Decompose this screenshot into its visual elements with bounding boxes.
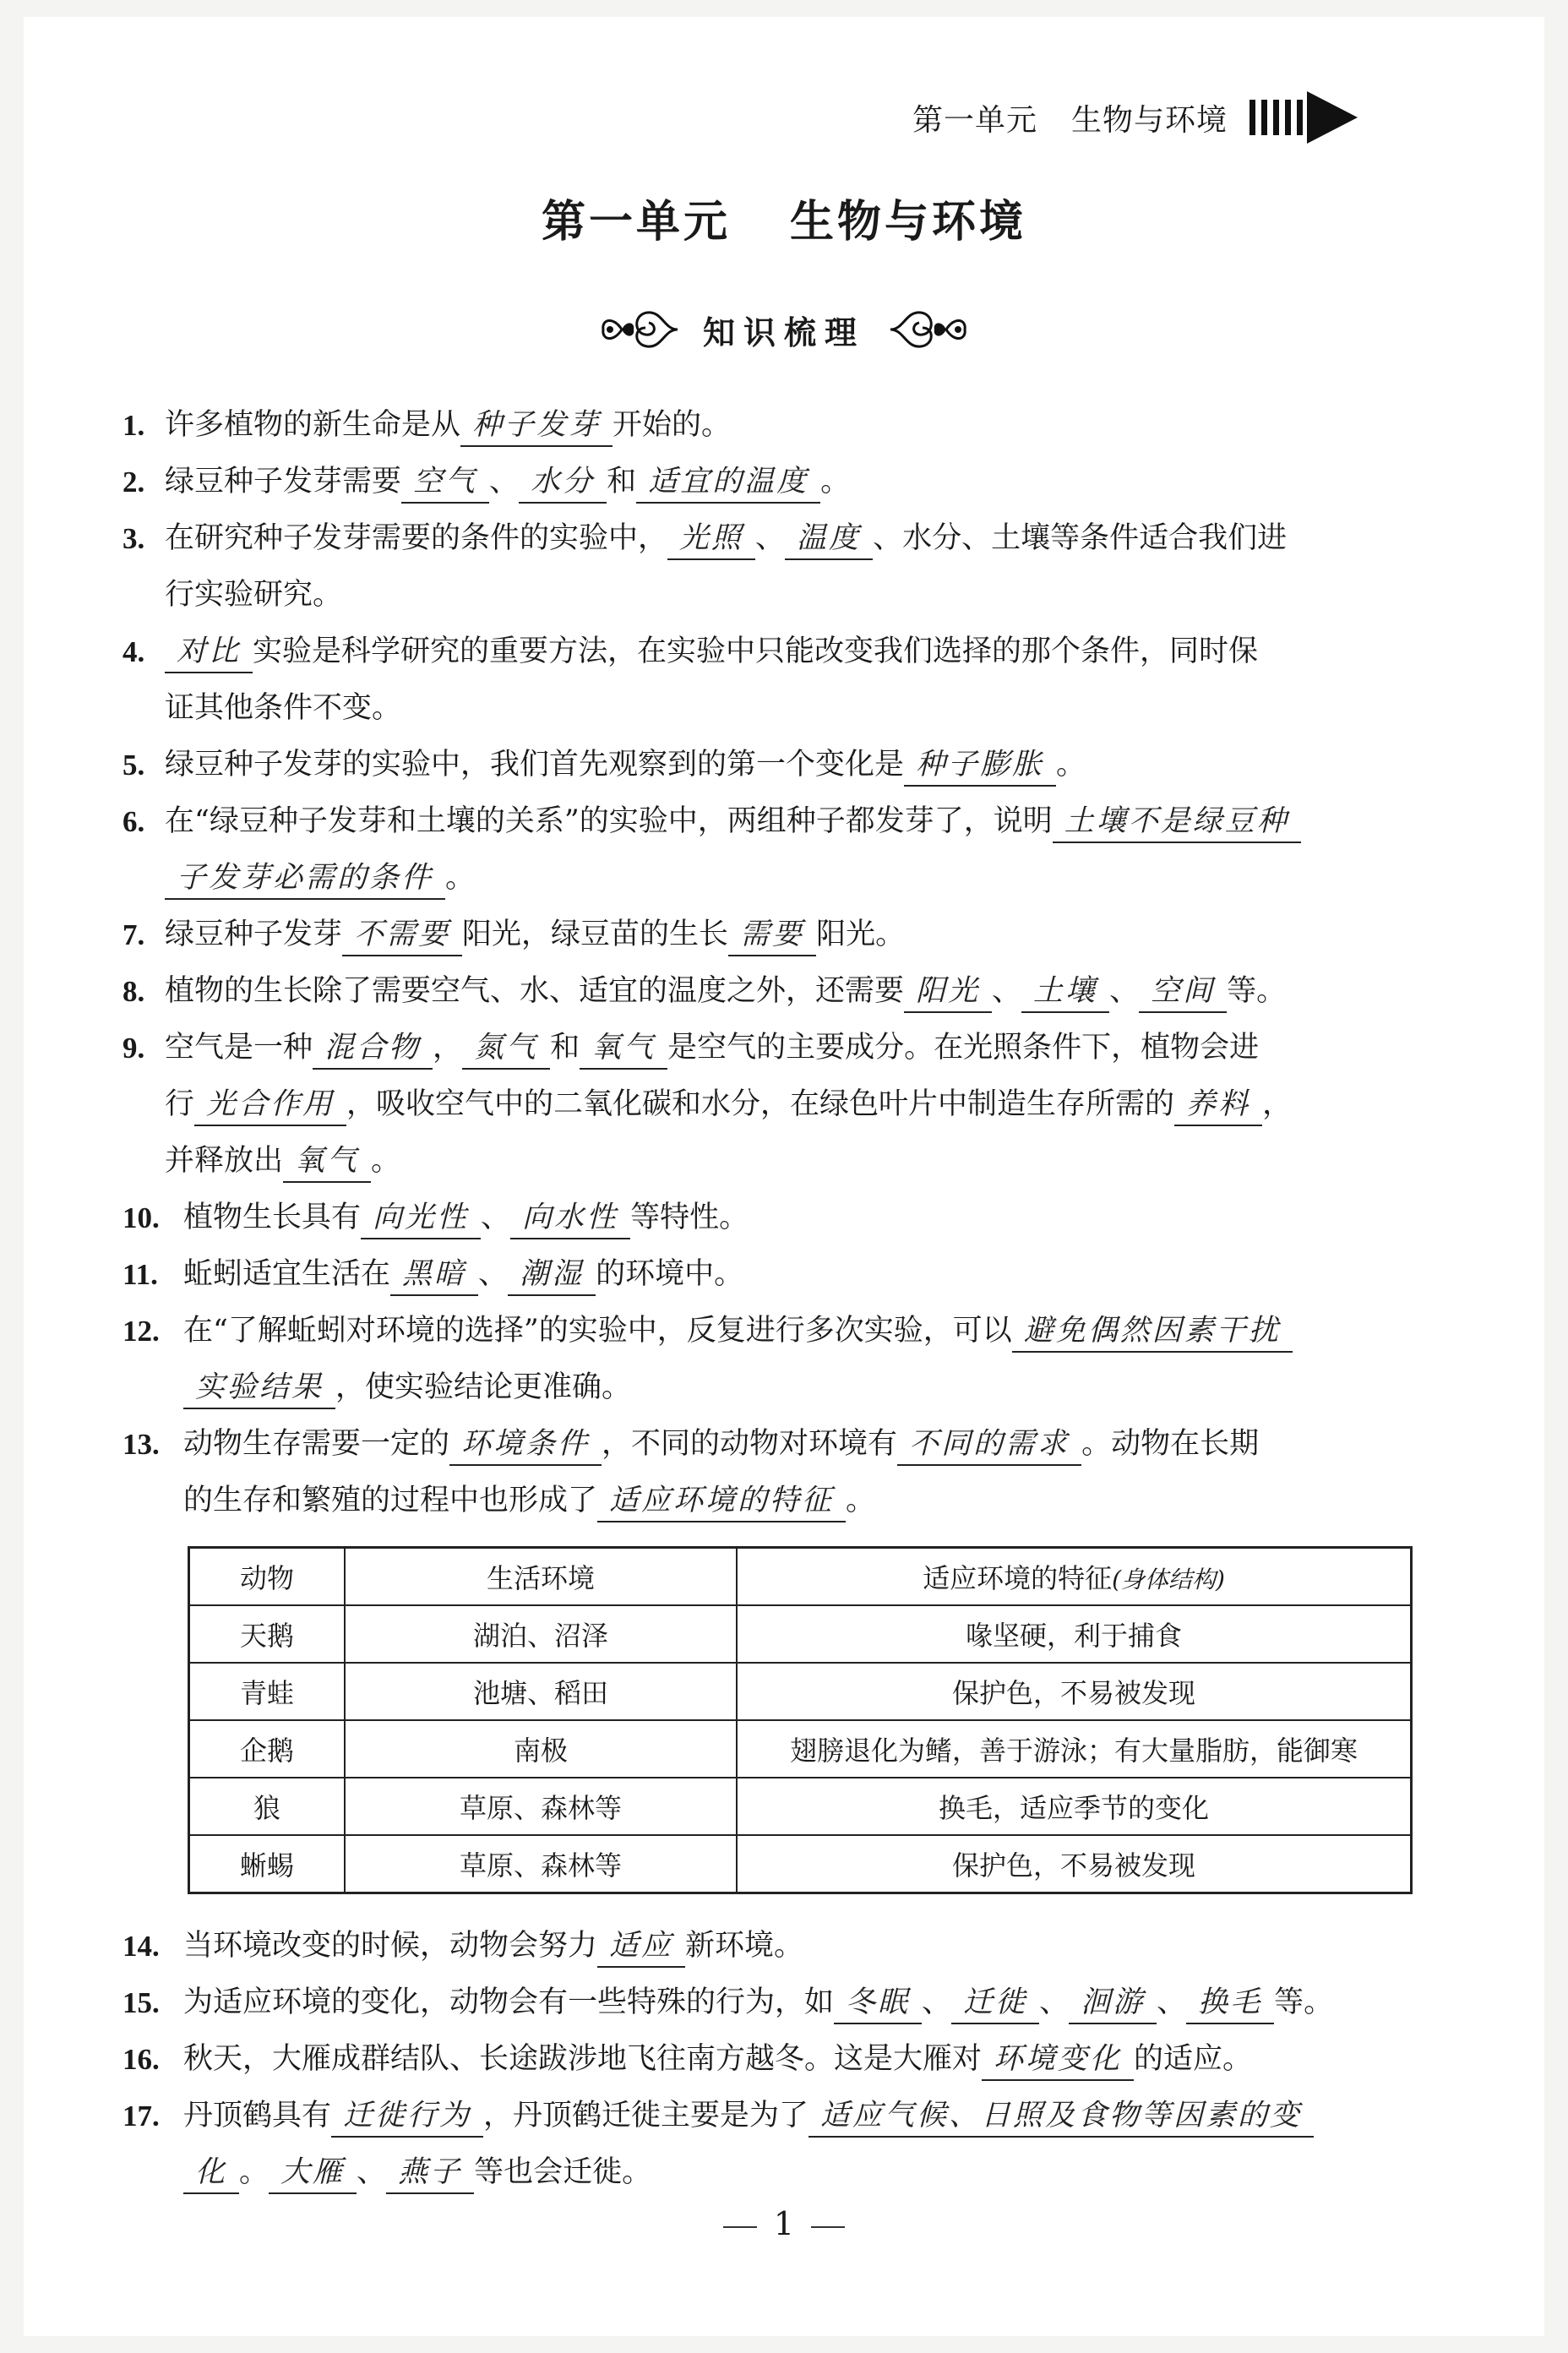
- knowledge-list-continued: [122, 1918, 1415, 2201]
- list-item: [122, 1416, 1415, 1529]
- cell-feature: 翅膀退化为鳍，善于游泳；有大量脂肪，能御寒: [737, 1720, 1412, 1778]
- answer-blank: 大雁: [269, 2152, 357, 2194]
- item-number: 3.: [122, 522, 145, 555]
- answer-blank: 种子膨胀: [904, 744, 1056, 787]
- item-text: 绿豆种子发芽需要: [165, 465, 402, 498]
- arrow-icon: [1250, 88, 1359, 147]
- list-item: [122, 1974, 1415, 2031]
- page-title: [0, 186, 1568, 249]
- item-text: 等也会迁徙。: [474, 2155, 652, 2189]
- list-item: [122, 510, 1415, 624]
- item-text: 行: [165, 1087, 195, 1121]
- answer-blank: 适宜的温度: [636, 461, 820, 504]
- answer-blank: 氮气: [462, 1027, 550, 1070]
- answer-blank: 需要: [728, 914, 816, 956]
- column-header: [737, 1548, 1412, 1606]
- list-item: [122, 1246, 1415, 1303]
- item-text: 、: [1039, 1985, 1070, 2019]
- cell-habitat: 池塘、稻田: [345, 1663, 737, 1720]
- list-item: [122, 963, 1415, 1020]
- answer-blank: 水分: [519, 461, 607, 504]
- running-header: [912, 88, 1359, 147]
- column-header: 动物: [189, 1548, 346, 1606]
- answer-blank: 空间: [1139, 971, 1227, 1013]
- item-text: 。: [371, 1144, 401, 1178]
- item-text: 、: [1109, 974, 1140, 1008]
- item-text: ，吸收空气中的二氧化碳和水分，在绿色叶片中制造生存所需的: [346, 1087, 1175, 1121]
- cell-animal: 天鹅: [189, 1605, 346, 1663]
- item-number: 6.: [122, 805, 145, 838]
- item-number: 8.: [122, 975, 145, 1008]
- answer-blank: 冬眠: [834, 1982, 922, 2024]
- cell-animal: 企鹅: [189, 1720, 346, 1778]
- cell-animal: 青蛙: [189, 1663, 346, 1720]
- answer-blank: 空气: [401, 461, 489, 504]
- column-header: 生活环境: [345, 1548, 737, 1606]
- answer-blank: 化: [183, 2152, 239, 2194]
- answer-blank: 种子发芽: [460, 405, 612, 447]
- answer-blank: 适应: [597, 1925, 685, 1968]
- list-item: [122, 2088, 1415, 2201]
- animal-table: [188, 1546, 1413, 1894]
- item-text: 。动物在长期: [1081, 1427, 1260, 1461]
- column-header-text: 适应环境的特征: [923, 1562, 1113, 1594]
- cell-habitat: 草原、森林等: [345, 1835, 737, 1893]
- item-text: 的适应。: [1134, 2042, 1253, 2076]
- item-text: 当环境改变的时候，动物会努力: [183, 1929, 598, 1963]
- answer-blank: 阳光: [904, 971, 992, 1013]
- item-text: 蚯蚓适宜生活在: [183, 1257, 391, 1291]
- item-text: 行实验研究。: [165, 578, 343, 612]
- list-item: [122, 397, 1415, 454]
- item-text: 阳光。: [816, 918, 906, 951]
- table-row: [189, 1605, 1412, 1663]
- item-text: 和: [550, 1031, 580, 1065]
- answer-blank: 温度: [785, 518, 873, 560]
- answer-blank: 迁徙行为: [331, 2095, 483, 2138]
- item-text: 在“了解蚯蚓对环境的选择”的实验中，反复进行多次实验，可以: [183, 1314, 1012, 1348]
- cell-animal: 蜥蜴: [189, 1835, 346, 1893]
- item-number: 14.: [122, 1930, 160, 1963]
- item-text: 秋天，大雁成群结队、长途跋涉地飞往南方越冬。这是大雁对: [183, 2042, 983, 2076]
- item-number: 5.: [122, 749, 145, 782]
- item-text: 和: [607, 465, 637, 498]
- list-item: [122, 907, 1415, 963]
- item-number: 17.: [122, 2100, 160, 2132]
- item-text: 等。: [1274, 1985, 1334, 2019]
- answer-blank: 对比: [165, 631, 253, 673]
- item-number: 9.: [122, 1032, 145, 1065]
- answer-blank: 黑暗: [390, 1254, 478, 1296]
- item-text: 新环境。: [685, 1929, 804, 1963]
- item-text: 在研究种子发芽需要的条件的实验中，: [165, 521, 668, 555]
- item-text: 绿豆种子发芽: [165, 918, 343, 951]
- adaptation-table: [188, 1546, 1413, 1894]
- list-item: [122, 1303, 1415, 1416]
- item-text: ，: [1262, 1087, 1293, 1121]
- item-text: 并释放出: [165, 1144, 284, 1178]
- item-text: 。: [820, 465, 851, 498]
- right-ornament-icon: [887, 304, 972, 355]
- item-text: 。: [445, 861, 476, 895]
- item-text: 、水分、土壤等条件适合我们进: [873, 521, 1288, 555]
- left-ornament-icon: [596, 304, 681, 355]
- section-title: 知识梳理: [702, 313, 865, 351]
- table-row: [189, 1720, 1412, 1778]
- item-number: 12.: [122, 1315, 160, 1348]
- item-text: 、: [755, 521, 786, 555]
- running-header-topic: 生物与环境: [1071, 102, 1228, 138]
- list-item: [122, 454, 1415, 510]
- item-text: 、: [478, 1257, 509, 1291]
- item-number: 2.: [122, 466, 145, 498]
- running-header-text: [912, 96, 1228, 139]
- section-heading: [0, 304, 1568, 355]
- answer-blank: 环境条件: [449, 1424, 602, 1466]
- title-topic: 生物与环境: [790, 197, 1027, 248]
- answer-blank: 潮湿: [508, 1254, 596, 1296]
- item-text: ，不同的动物对环境有: [602, 1427, 898, 1461]
- item-number: 15.: [122, 1986, 160, 2019]
- item-text: 等特性。: [630, 1201, 749, 1234]
- item-text: 是空气的主要成分。在光照条件下，植物会进: [667, 1031, 1260, 1065]
- cell-animal: 狼: [189, 1778, 346, 1835]
- item-text: 开始的。: [612, 408, 732, 442]
- item-text: 植物的生长除了需要空气、水、适宜的温度之外，还需要: [165, 974, 905, 1008]
- column-header-note: (身体结构): [1112, 1566, 1225, 1593]
- answer-blank: 子发芽必需的条件: [165, 858, 445, 900]
- list-item: [122, 1190, 1415, 1246]
- answer-blank: 适应气候、日照及食物等因素的变: [808, 2095, 1314, 2138]
- item-text: 空气是一种: [165, 1031, 313, 1065]
- item-number: 1.: [122, 409, 145, 442]
- answer-blank: 光照: [667, 518, 755, 560]
- cell-feature: 保护色，不易被发现: [737, 1835, 1412, 1893]
- answer-blank: 不需要: [342, 914, 462, 956]
- answer-blank: 实验结果: [183, 1367, 335, 1409]
- item-text: 的生存和繁殖的过程中也形成了: [183, 1484, 598, 1517]
- item-number: 4.: [122, 635, 145, 668]
- answer-blank: 向水性: [510, 1197, 630, 1239]
- item-text: 许多植物的新生命是从: [165, 408, 461, 442]
- cell-habitat: 草原、森林等: [345, 1778, 737, 1835]
- list-item: [122, 793, 1415, 907]
- cell-feature: 换毛，适应季节的变化: [737, 1778, 1412, 1835]
- list-item: [122, 737, 1415, 793]
- item-text: 、: [489, 465, 520, 498]
- item-text: 、: [922, 1985, 952, 2019]
- answer-blank: 适应环境的特征: [597, 1480, 846, 1522]
- item-text: ，: [433, 1031, 463, 1065]
- answer-blank: 养料: [1174, 1084, 1262, 1126]
- item-text: 。: [846, 1484, 876, 1517]
- item-text: 证其他条件不变。: [165, 691, 402, 725]
- table-row: [189, 1835, 1412, 1893]
- running-header-unit: 第一单元: [912, 102, 1038, 138]
- list-item: [122, 2031, 1415, 2088]
- title-unit: 第一单元: [541, 197, 731, 248]
- item-number: 13.: [122, 1428, 160, 1461]
- list-item: [122, 1020, 1415, 1190]
- item-text: 实验是科学研究的重要方法，在实验中只能改变我们选择的那个条件，同时保: [253, 635, 1259, 668]
- item-text: 阳光，绿豆苗的生长: [462, 918, 729, 951]
- table-row: [189, 1663, 1412, 1720]
- answer-blank: 不同的需求: [897, 1424, 1081, 1466]
- item-text: 等。: [1227, 974, 1287, 1008]
- page-number-text: 1: [773, 2205, 795, 2242]
- item-text: 为适应环境的变化，动物会有一些特殊的行为，如: [183, 1985, 835, 2019]
- answer-blank: 燕子: [386, 2152, 474, 2194]
- cell-feature: 保护色，不易被发现: [737, 1663, 1412, 1720]
- answer-blank: 混合物: [313, 1027, 433, 1070]
- item-text: 。: [1056, 748, 1086, 782]
- answer-blank: 氧气: [283, 1141, 371, 1183]
- item-text: 、: [992, 974, 1022, 1008]
- answer-blank: 迁徙: [951, 1982, 1039, 2024]
- list-item: [122, 1918, 1415, 1974]
- item-text: 植物生长具有: [183, 1201, 362, 1234]
- answer-blank: 土壤: [1021, 971, 1109, 1013]
- knowledge-list: [122, 397, 1415, 1529]
- table-header-row: [189, 1548, 1412, 1606]
- cell-feature: 喙坚硬，利于捕食: [737, 1605, 1412, 1663]
- page-number: [0, 2205, 1568, 2242]
- cell-habitat: 湖泊、沼泽: [345, 1605, 737, 1663]
- item-text: ，使实验结论更准确。: [335, 1370, 632, 1404]
- item-number: 7.: [122, 918, 145, 951]
- item-text: 、: [481, 1201, 511, 1234]
- item-text: 。: [239, 2155, 270, 2189]
- folio-dash-right: [811, 2226, 845, 2228]
- answer-blank: 洄游: [1069, 1982, 1157, 2024]
- item-text: 、: [357, 2155, 387, 2189]
- answer-blank: 土壤不是绿豆种: [1053, 801, 1301, 843]
- item-text: ，丹顶鹤迁徙主要是为了: [483, 2099, 809, 2132]
- item-number: 11.: [122, 1258, 158, 1291]
- list-item: [122, 624, 1415, 737]
- item-text: 在“绿豆种子发芽和土壤的关系”的实验中，两组种子都发芽了，说明: [165, 804, 1053, 838]
- item-number: 16.: [122, 2043, 160, 2076]
- item-text: 、: [1157, 1985, 1187, 2019]
- answer-blank: 换毛: [1186, 1982, 1274, 2024]
- answer-blank: 氧气: [580, 1027, 667, 1070]
- answer-blank: 光合作用: [194, 1084, 346, 1126]
- cell-habitat: 南极: [345, 1720, 737, 1778]
- answer-blank: 避免偶然因素干扰: [1012, 1310, 1293, 1353]
- answer-blank: 向光性: [361, 1197, 481, 1239]
- table-row: [189, 1778, 1412, 1835]
- item-text: 丹顶鹤具有: [183, 2099, 332, 2132]
- item-number: 10.: [122, 1201, 160, 1234]
- item-text: 动物生存需要一定的: [183, 1427, 450, 1461]
- item-text: 的环境中。: [596, 1257, 744, 1291]
- item-text: 绿豆种子发芽的实验中，我们首先观察到的第一个变化是: [165, 748, 905, 782]
- answer-blank: 环境变化: [982, 2039, 1134, 2081]
- folio-dash-left: [723, 2226, 757, 2228]
